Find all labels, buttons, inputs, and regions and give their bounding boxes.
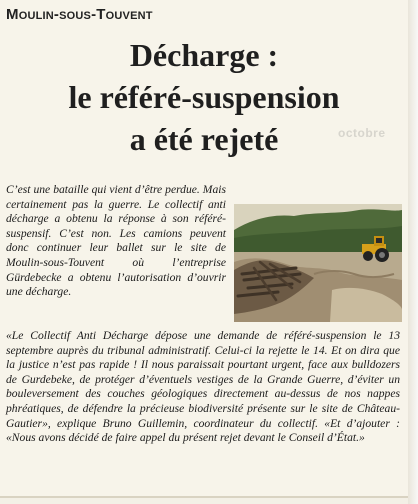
headline-line-1: Décharge : [129, 37, 279, 73]
article-kicker [6, 6, 153, 23]
adjacent-column-fragment: octobre [338, 126, 386, 140]
article-lede: C’est une bataille qui vient d’être perdue. Mais certainement pas la guerre. Le collectif anti décharge a obtenu la réponse à son référé-suspensif. C’est non. Les camions peuvent donc continuer leur ballet sur le site de Moulin-sous-Touvent où l’entreprise Gürdebecke a obtenu l’autorisation d’ouvrir une décharge. [6, 183, 226, 299]
article-body: «Le Collectif Anti Décharge dépose une demande de référé-suspension le 13 septembre auprès du tribunal administratif. Celui-ci la rejette le 14. Et on dira que la justice n’est pas rapide ! Il nous paraissait pourtant urgent, face aux bulldozers de Gurdebeke, de protéger d’éventuels vestiges de la Grande Guerre, d’éviter un bouleversement des couches géologiques directement au-dessus de nos nappes phréatiques, de défendre la précieuse biodiversité présente sur le site de Château-Gautier», explique Bruno Guillemin, coordinateur du collectif. «Et d’ajouter : «Nous avons décidé de faire appel du présent rejet devant le Conseil d’État.» [6, 329, 400, 445]
article-headline [0, 34, 408, 160]
headline-line-2: le référé-suspension [68, 79, 340, 115]
kicker-text: Moulin-sous-Touvent [6, 6, 153, 23]
landfill-photo [234, 204, 402, 322]
headline-line-3: a été rejeté [129, 121, 279, 157]
page-edge [408, 0, 418, 504]
